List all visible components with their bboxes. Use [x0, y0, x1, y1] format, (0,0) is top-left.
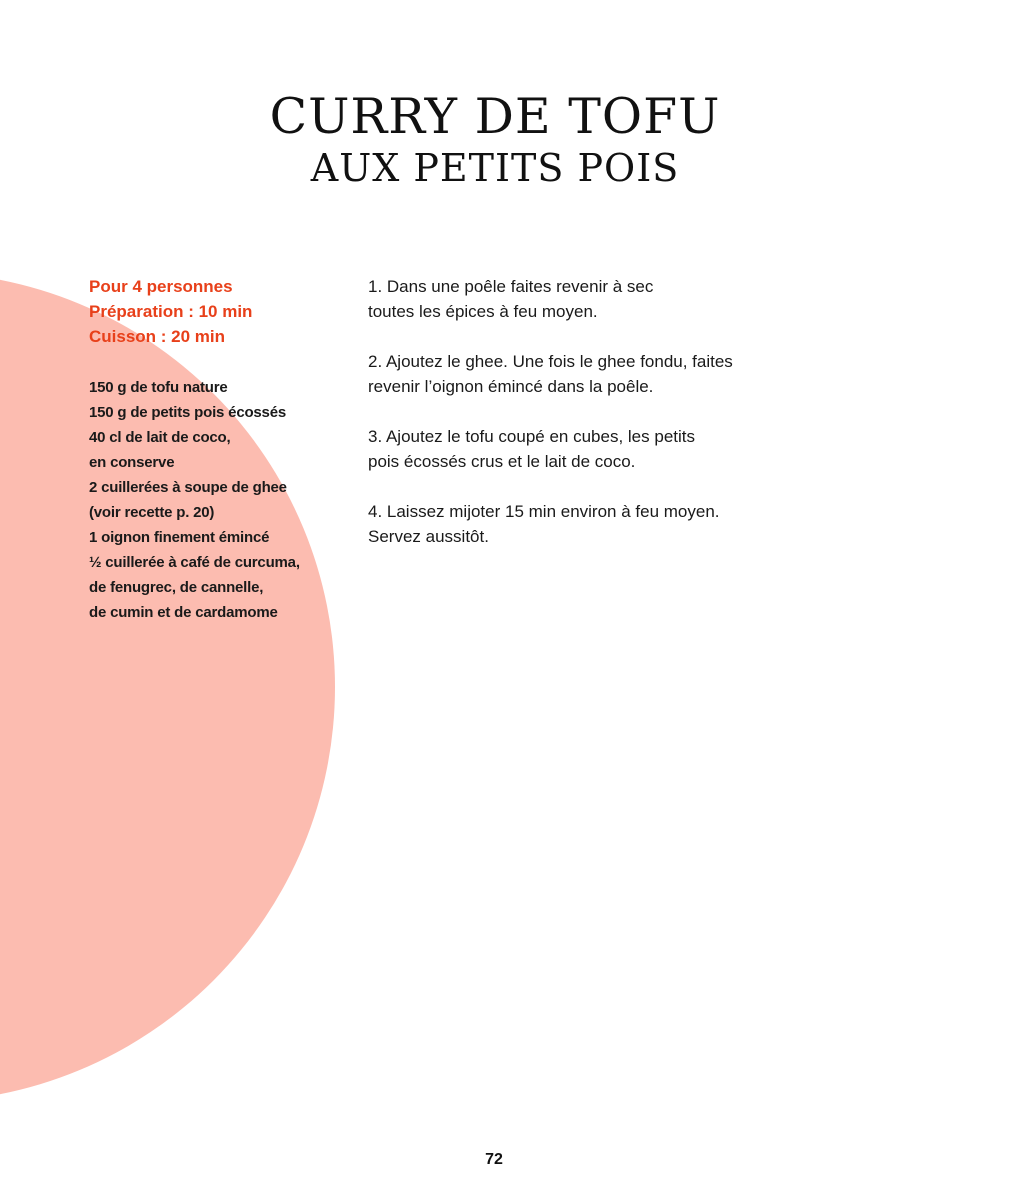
ingredient-line: 2 cuillerées à soupe de ghee	[89, 479, 287, 496]
ingredient-line: 1 oignon finement émincé	[89, 529, 270, 546]
title-main: CURRY DE TOFU	[269, 88, 721, 145]
step-2	[368, 349, 808, 399]
step-line: pois écossés crus et le lait de coco.	[368, 452, 636, 471]
step-line: 3. Ajoutez le tofu coupé en cubes, les petits	[368, 427, 695, 446]
ingredient-line: 40 cl de lait de coco,	[89, 429, 231, 446]
step-line: 1. Dans une poêle faites revenir à sec	[368, 277, 654, 296]
step-line: revenir l’oignon émincé dans la poêle.	[368, 377, 654, 396]
recipe-title	[0, 88, 990, 190]
ingredients-list	[89, 375, 300, 625]
step-1	[368, 274, 808, 324]
ingredient-line: 150 g de petits pois écossés	[89, 404, 286, 421]
step-line: toutes les épices à feu moyen.	[368, 302, 598, 321]
ingredient-line: de cumin et de cardamome	[89, 604, 278, 621]
ingredient-line: ½ cuillerée à café de curcuma,	[89, 554, 300, 571]
ingredient-line: de fenugrec, de cannelle,	[89, 579, 264, 596]
title-subtitle: AUX PETITS POIS	[310, 146, 680, 190]
preparation-time: Préparation : 10 min	[89, 302, 253, 321]
servings: Pour 4 personnes	[89, 277, 233, 296]
recipe-meta	[89, 274, 252, 349]
step-line: Servez aussitôt.	[368, 527, 489, 546]
ingredient-line: en conserve	[89, 454, 175, 471]
step-4	[368, 499, 808, 549]
cooking-time: Cuisson : 20 min	[89, 327, 226, 346]
ingredient-line: 150 g de tofu nature	[89, 379, 228, 396]
step-line: 2. Ajoutez le ghee. Une fois le ghee fondu, faites	[368, 352, 733, 371]
steps-list	[368, 274, 808, 574]
ingredient-line: (voir recette p. 20)	[89, 504, 215, 521]
step-line: 4. Laissez mijoter 15 min environ à feu moyen.	[368, 502, 720, 521]
page-number: 72	[485, 1151, 503, 1168]
step-3	[368, 424, 808, 474]
